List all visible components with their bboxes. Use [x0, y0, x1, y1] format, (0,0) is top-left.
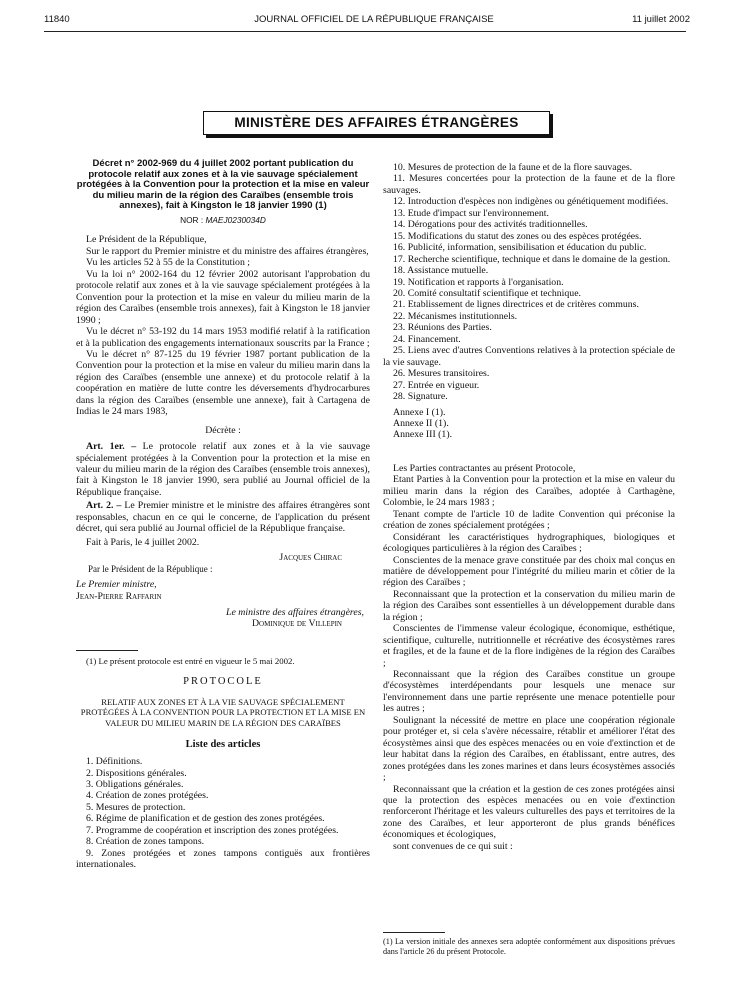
preamble-paragraph: Reconnaissant que la région des Caraïbes constitue un groupe d'écosystèmes interdépendants pour lesquels une menace sur l'environnement dans une partie représente une menace potentielle pour les autres ;	[383, 669, 675, 715]
annex-list-item: Annexe I (1).	[393, 406, 446, 418]
annex-footnote-block	[383, 932, 675, 956]
article-2-label: Art. 2. –	[86, 500, 122, 512]
page-header	[0, 14, 748, 30]
article-list-item: 26. Mesures transitoires.	[393, 368, 490, 380]
decree-para: Vu le décret n° 53-192 du 14 mars 1953 modifié relatif à la ratification et à la publication des engagements internationaux souscrits par la France ;	[76, 326, 370, 349]
nor-code: MAEJ0230034D	[205, 214, 266, 225]
article-2-text: Le Premier ministre et le ministre des affaires étrangères sont responsables, chacun en ce qui le concerne, de l'application du présent décret, qui sera publié au Journal officiel de la République française.	[76, 500, 371, 535]
article-list-item: 20. Comité consultatif scientifique et technique.	[393, 287, 581, 299]
pm-title-text: Le Premier ministre,	[76, 579, 157, 591]
annex-list-item: Annexe III (1).	[393, 429, 453, 441]
article-1-label: Art. 1er. –	[86, 441, 137, 453]
article-list-item: 28. Signature.	[393, 391, 448, 403]
issue-date: 11 juillet 2002	[632, 14, 690, 25]
annex-footnote-rule	[383, 932, 445, 933]
decree-para: Le Président de la République,	[86, 234, 207, 246]
annexes-list	[383, 407, 675, 441]
protocole-heading: PROTOCOLE	[183, 676, 263, 688]
decree-para: Vu les articles 52 à 55 de la Constitution ;	[86, 257, 251, 269]
article-list-item: 23. Réunions des Parties.	[393, 322, 492, 334]
preamble-paragraph: Soulignant la nécessité de mettre en place une coopération régionale pour protéger et, si cela s'avère nécessaire, rétablir et améliorer l'état des écosystèmes ainsi que des espèces menacées ou en voie d'extinction et de leur habitat dans la région des Caraïbes, en établissant, entre autres, des zones protégées dans les zones marines et dans leurs écosystèmes associés ;	[383, 714, 675, 784]
preamble-paragraph: Conscientes de l'immense valeur écologique, économique, esthétique, scientifique, culturelle, nutritionnelle et récréative des écosystèmes rares et fragiles, et de la faune et de la flore indigènes de la région des Caraïbes ;	[383, 623, 675, 669]
signer-president: Jacques Chirac	[279, 552, 342, 564]
pm-title	[76, 579, 370, 590]
preamble	[383, 463, 675, 852]
article-list-item: 22. Mécanismes institutionnels.	[393, 310, 518, 322]
fait-a-paris: Fait à Paris, le 4 juillet 2002.	[86, 536, 200, 548]
header-rule	[44, 31, 686, 32]
decree-footnote: (1) Le présent protocole est entré en vigueur le 5 mai 2002.	[86, 655, 295, 666]
preamble-paragraph: Considérant les caractéristiques hydrographiques, biologiques et écologiques particulières à la région des Caraïbes ;	[383, 531, 675, 555]
min-name: Dominique de Villepin	[251, 618, 342, 630]
preamble-paragraph: Etant Parties à la Convention pour la protection et la mise en valeur du milieu marin dans la région des Caraïbes, adoptée à Carthagène, Colombie, le 24 mars 1983 ;	[383, 474, 675, 509]
article-1	[76, 441, 370, 498]
preamble-paragraph: sont convenues de ce qui suit :	[393, 840, 513, 852]
article-list-item: 5. Mesures de protection.	[86, 801, 186, 813]
article-list-item: 1. Définitions.	[86, 756, 143, 768]
article-list-item: 25. Liens avec d'autres Conventions relatives à la protection spéciale de la vie sauvage.	[383, 345, 675, 368]
article-list-item: 13. Etude d'impact sur l'environnement.	[393, 207, 549, 219]
article-list-item: 6. Régime de planification et de gestion des zones protégées.	[86, 813, 325, 825]
article-list-item: 19. Notification et rapports à l'organisation.	[393, 276, 564, 288]
article-list-item: 11. Mesures concertées pour la protection de la faune et de la flore sauvages.	[383, 173, 675, 196]
ministry-box: MINISTÈRE DES AFFAIRES ÉTRANGÈRES	[203, 111, 550, 135]
decree-para: Vu le décret n° 87-125 du 19 février 1987 portant publication de la Convention pour la protection et la mise en valeur du milieu marin dans la région des Caraïbes (ensemble une annexe) et du protocole relatif à la coopération en matière de lutte contre les déversements d'hydrocarbures dans la région des Caraïbes (ensemble une annexe), fait à Cartagena de Indias le 24 mars 1983,	[76, 348, 370, 418]
preamble-paragraph: Tenant compte de l'article 10 de ladite Convention qui préconise la création de zones spécialement protégées ;	[383, 508, 675, 532]
decree-title: Décret n° 2002-969 du 4 juillet 2002 portant publication du protocole relatif aux zones et à la vie sauvage spécialement protégées à la Convention pour la protection et la mise en valeur du milieu marin de la région des Caraïbes (ensemble trois annexes), fait à Kingston le 18 janvier 1990 (1)	[76, 158, 370, 212]
article-list-item: 14. Dérogations pour des activités traditionnelles.	[393, 219, 588, 231]
article-list-item: 9. Zones protégées et zones tampons contiguës aux frontières internationales.	[76, 847, 370, 871]
annex-list-item: Annexe II (1).	[393, 417, 449, 429]
article-list-item: 2. Dispositions générales.	[86, 767, 187, 779]
right-column	[383, 162, 675, 852]
article-list-item: 8. Création de zones tampons.	[86, 836, 205, 848]
list-title: Liste des articles	[185, 738, 261, 750]
article-list-item: 24. Financement.	[393, 333, 461, 345]
preamble-paragraph: Conscientes de la menace grave constituée par des choix mal conçus en matière de développement pour l'intégrité du milieu marin et côtier de la région des Caraïbes ;	[383, 554, 675, 589]
preamble-paragraph: Les Parties contractantes au présent Protocole,	[393, 462, 576, 474]
article-list-item: 27. Entrée en vigueur.	[393, 379, 480, 391]
article-list-item: 18. Assistance mutuelle.	[393, 265, 489, 277]
par-le-president: Par le Président de la République :	[88, 563, 213, 574]
article-list-item: 12. Introduction d'espèces non indigènes ou génétiquement modifiées.	[393, 196, 669, 208]
article-list-item: 17. Recherche scientifique, technique et dans le domaine de la gestion.	[393, 253, 671, 265]
article-list-item: 10. Mesures de protection de la faune et de la flore sauvages.	[393, 162, 633, 173]
journal-title: JOURNAL OFFICIEL DE LA RÉPUBLIQUE FRANÇAISE	[254, 14, 494, 25]
article-1-text: Le protocole relatif aux zones et à la vie sauvage spécialement protégées à la Convention pour la protection et la mise en valeur du milieu marin de la région des Caraïbes (ensemble trois annexes), fait à Kingston le 18 janvier 1990, sera publié au Journal officiel de la République française.	[76, 441, 370, 498]
article-list-item: 3. Obligations générales.	[86, 778, 184, 790]
protocole-subtitle: RELATIF AUX ZONES ET À LA VIE SAUVAGE SPÉCIALEMENT PROTÉGÉES À LA CONVENTION POUR LA PROTECTION ET LA MISE EN VALEUR DU MILIEU MARIN DE LA RÉGION DES CARAÏBES	[80, 696, 366, 729]
article-list-item: 21. Etablissement de lignes directrices et de critères communs.	[393, 299, 639, 311]
footnote-rule	[76, 650, 138, 651]
preamble-paragraph: Reconnaissant que la création et la gestion de ces zones protégées ainsi que la protection des espèces menacées ou en voie d'extinction renforceront l'héritage et les valeurs culturelles des pays et territoires de la zone des Caraïbes, et leur apporteront de plus grands bénéfices économiques et écologiques,	[383, 783, 675, 841]
article-list-item: 7. Programme de coopération et inscription des zones protégées.	[86, 824, 339, 836]
decree-para: Sur le rapport du Premier ministre et du ministre des affaires étrangères,	[86, 245, 369, 257]
articles-list-right	[383, 162, 675, 403]
min-title-text: Le ministre des affaires étrangères,	[226, 607, 364, 619]
nor-reference	[76, 215, 370, 226]
articles-list-left	[76, 756, 370, 871]
decrete: Décrète :	[205, 424, 241, 436]
min-title	[76, 607, 370, 618]
decree-para: Vu la loi n° 2002-164 du 12 février 2002 autorisant l'approbation du protocole relatif aux zones et à la vie sauvage spécialement protégées à la Convention pour la protection et la mise en valeur du milieu marin de la région des Caraïbes (ensemble trois annexes), fait à Kingston le 18 janvier 1990 ;	[76, 268, 370, 326]
left-column	[76, 159, 370, 871]
article-list-item: 15. Modifications du statut des zones ou des espèces protégées.	[393, 230, 642, 242]
article-list-item: 16. Publicité, information, sensibilisation et éducation du public.	[393, 242, 647, 254]
nor-label: NOR :	[180, 214, 204, 225]
article-2	[76, 500, 370, 534]
page-number: 11840	[44, 14, 70, 25]
preamble-paragraph: Reconnaissant que la protection et la conservation du milieu marin de la région des Caraïbes sont essentielles à un développement durable dans la région ;	[383, 588, 675, 623]
annex-footnote: (1) La version initiale des annexes sera adoptée conformément aux dispositions prévues dans l'article 26 du présent Protocole.	[383, 937, 675, 956]
article-list-item: 4. Création de zones protégées.	[86, 790, 209, 802]
pm-name: Jean-Pierre Raffarin	[76, 590, 162, 602]
